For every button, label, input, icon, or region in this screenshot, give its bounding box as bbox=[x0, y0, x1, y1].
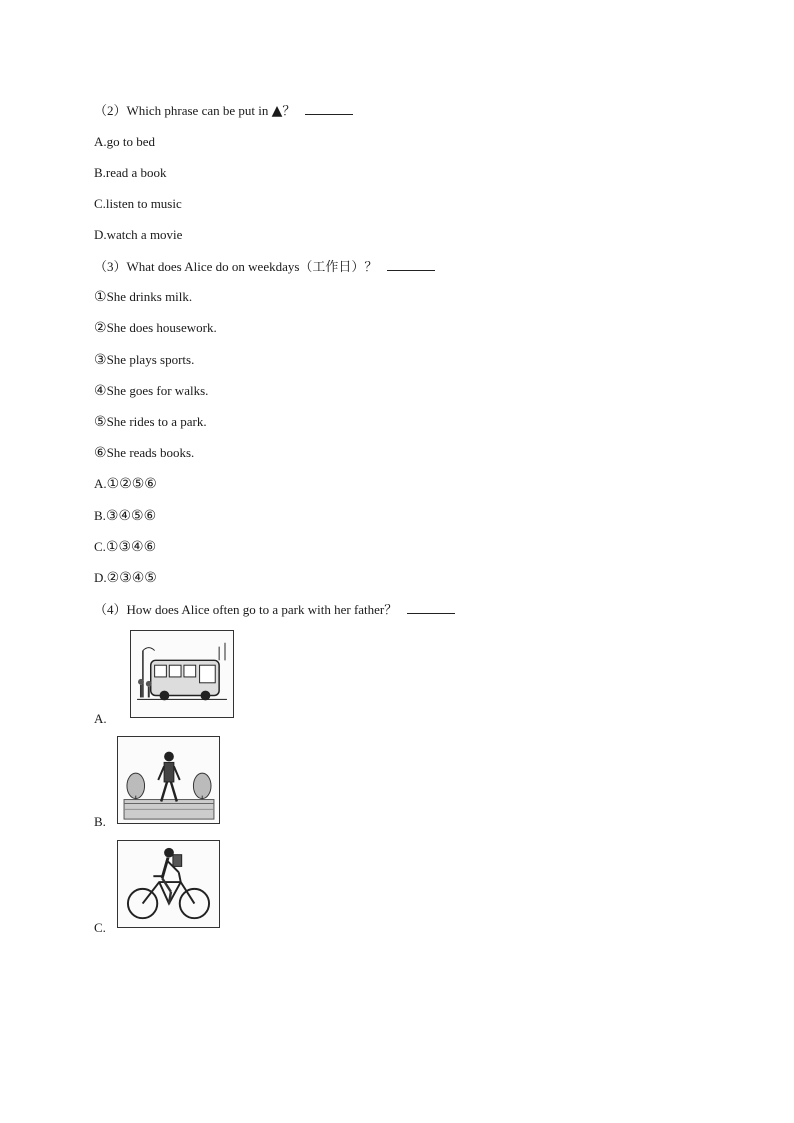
bicycle-icon bbox=[118, 841, 219, 927]
option-letter: D. bbox=[94, 570, 107, 585]
statement-text: She goes for walks. bbox=[106, 383, 209, 398]
q3-option-d bbox=[94, 570, 157, 586]
option-letter: A. bbox=[94, 476, 107, 491]
option-letter: C. bbox=[94, 539, 106, 554]
question-3-text: （3）What does Alice do on weekdays（工作日）？ bbox=[94, 259, 378, 274]
option-marks: ①②⑤⑥ bbox=[106, 476, 157, 492]
q3-option-a bbox=[94, 476, 157, 492]
q3-option-b bbox=[94, 508, 156, 524]
option-letter: B. bbox=[94, 508, 106, 523]
statement-text: She plays sports. bbox=[106, 352, 195, 367]
option-a: A.go to bed bbox=[94, 134, 156, 149]
bus-illustration bbox=[130, 630, 234, 718]
option-d: D.watch a movie bbox=[94, 227, 183, 242]
circled-number: ③ bbox=[94, 352, 107, 368]
circled-number: ⑥ bbox=[94, 445, 107, 461]
answer-blank[interactable] bbox=[407, 601, 455, 614]
picture-c-label: C. bbox=[94, 920, 106, 935]
answer-blank[interactable] bbox=[387, 258, 435, 271]
statement-5 bbox=[94, 414, 207, 430]
q3-option-c bbox=[94, 539, 156, 555]
statement-2 bbox=[94, 320, 217, 336]
question-3 bbox=[94, 258, 435, 275]
question-4 bbox=[94, 601, 455, 618]
answer-blank[interactable] bbox=[305, 102, 353, 115]
bus-icon bbox=[131, 631, 233, 717]
question-2 bbox=[94, 102, 353, 119]
question-4-text: （4）How does Alice often go to a park with her father？ bbox=[94, 602, 398, 617]
question-2-suffix: ？ bbox=[282, 103, 296, 118]
option-b: B.read a book bbox=[94, 165, 167, 180]
statement-3 bbox=[94, 352, 194, 368]
question-2-text: （2）Which phrase can be put in bbox=[94, 103, 272, 118]
statement-6 bbox=[94, 445, 194, 461]
circled-number: ④ bbox=[94, 383, 107, 399]
statement-1 bbox=[94, 289, 192, 305]
statement-text: She rides to a park. bbox=[106, 414, 207, 429]
option-marks: ②③④⑤ bbox=[106, 570, 157, 586]
statement-text: She does housework. bbox=[106, 320, 217, 335]
statement-text: She reads books. bbox=[106, 445, 195, 460]
picture-b-label: B. bbox=[94, 814, 106, 829]
walking-man-icon bbox=[118, 737, 219, 823]
bicycle-rider-illustration bbox=[117, 840, 220, 928]
statement-4 bbox=[94, 383, 208, 399]
walking-man-illustration bbox=[117, 736, 220, 824]
circled-number: ① bbox=[94, 289, 107, 305]
option-marks: ③④⑤⑥ bbox=[105, 508, 157, 524]
option-marks: ①③④⑥ bbox=[105, 539, 157, 555]
circled-number: ⑤ bbox=[94, 414, 107, 430]
picture-a-label: A. bbox=[94, 711, 107, 726]
circled-number: ② bbox=[94, 320, 107, 336]
option-c: C.listen to music bbox=[94, 196, 182, 211]
triangle-marker-icon: ▲ bbox=[271, 103, 283, 119]
statement-text: She drinks milk. bbox=[106, 289, 193, 304]
